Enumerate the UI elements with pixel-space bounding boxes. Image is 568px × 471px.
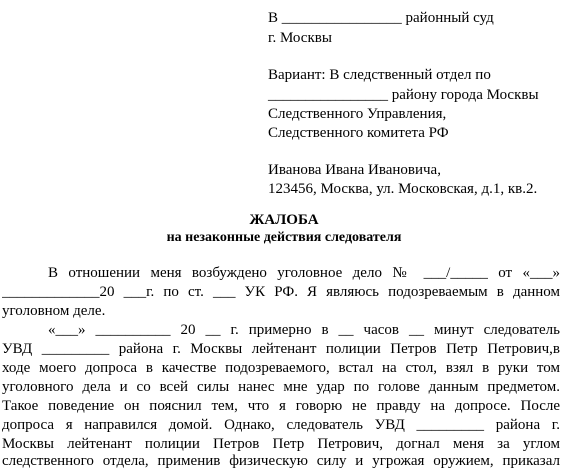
body-line: «___» __________ 20 __ г. примерно в __ часов __ минут следователь bbox=[48, 322, 560, 338]
body-line: В отношении меня возбуждено уголовное дело № ___/_____ от «___» bbox=[48, 265, 560, 281]
alt-addressee-line-4: Следственного комитета РФ bbox=[268, 125, 449, 141]
addressee-court-line: В ________________ районный суд bbox=[268, 10, 494, 26]
body-line: Такое поведение он пояснил тем, что я говорю не правду на допросе. После bbox=[2, 398, 560, 414]
body-line: уголовном деле. bbox=[2, 303, 106, 319]
body-line: _____________20 ___г. по ст. ___ УК РФ. Я являюсь подозреваемым в данном bbox=[2, 284, 560, 300]
document-subtitle: на незаконные действия следователя bbox=[166, 230, 402, 245]
body-line: следственного отдела, применив физическую силу и угрожая оружием, приказал bbox=[2, 453, 560, 469]
body-line: Москвы лейтенант полиции Петров Петр Петрович, догнал меня за углом bbox=[2, 436, 560, 452]
document-title: ЖАЛОБА bbox=[249, 212, 319, 228]
body-line: ходе моего допроса в качестве подозреваемого, встал на стол, взял в руки том bbox=[2, 360, 560, 376]
addressee-city-line: г. Москвы bbox=[268, 30, 332, 46]
body-line: УВД _________ района г. Москвы лейтенант полиции Петров Петр Петрович,в bbox=[2, 341, 560, 357]
alt-addressee-line-2: ________________ району города Москвы bbox=[268, 87, 539, 103]
sender-name: Иванова Ивана Ивановича, bbox=[268, 162, 441, 178]
body-line: уголовного дела и со всей силы нанес мне удар по голове данным предметом. bbox=[2, 379, 560, 395]
body-line: допроса я направился домой. Однако, следователь УВД _________ района г. bbox=[2, 417, 560, 433]
alt-addressee-line-1: Вариант: В следственный отдел по bbox=[268, 67, 491, 83]
alt-addressee-line-3: Следственного Управления, bbox=[268, 106, 447, 122]
sender-address: 123456, Москва, ул. Московская, д.1, кв.2. bbox=[268, 181, 538, 197]
